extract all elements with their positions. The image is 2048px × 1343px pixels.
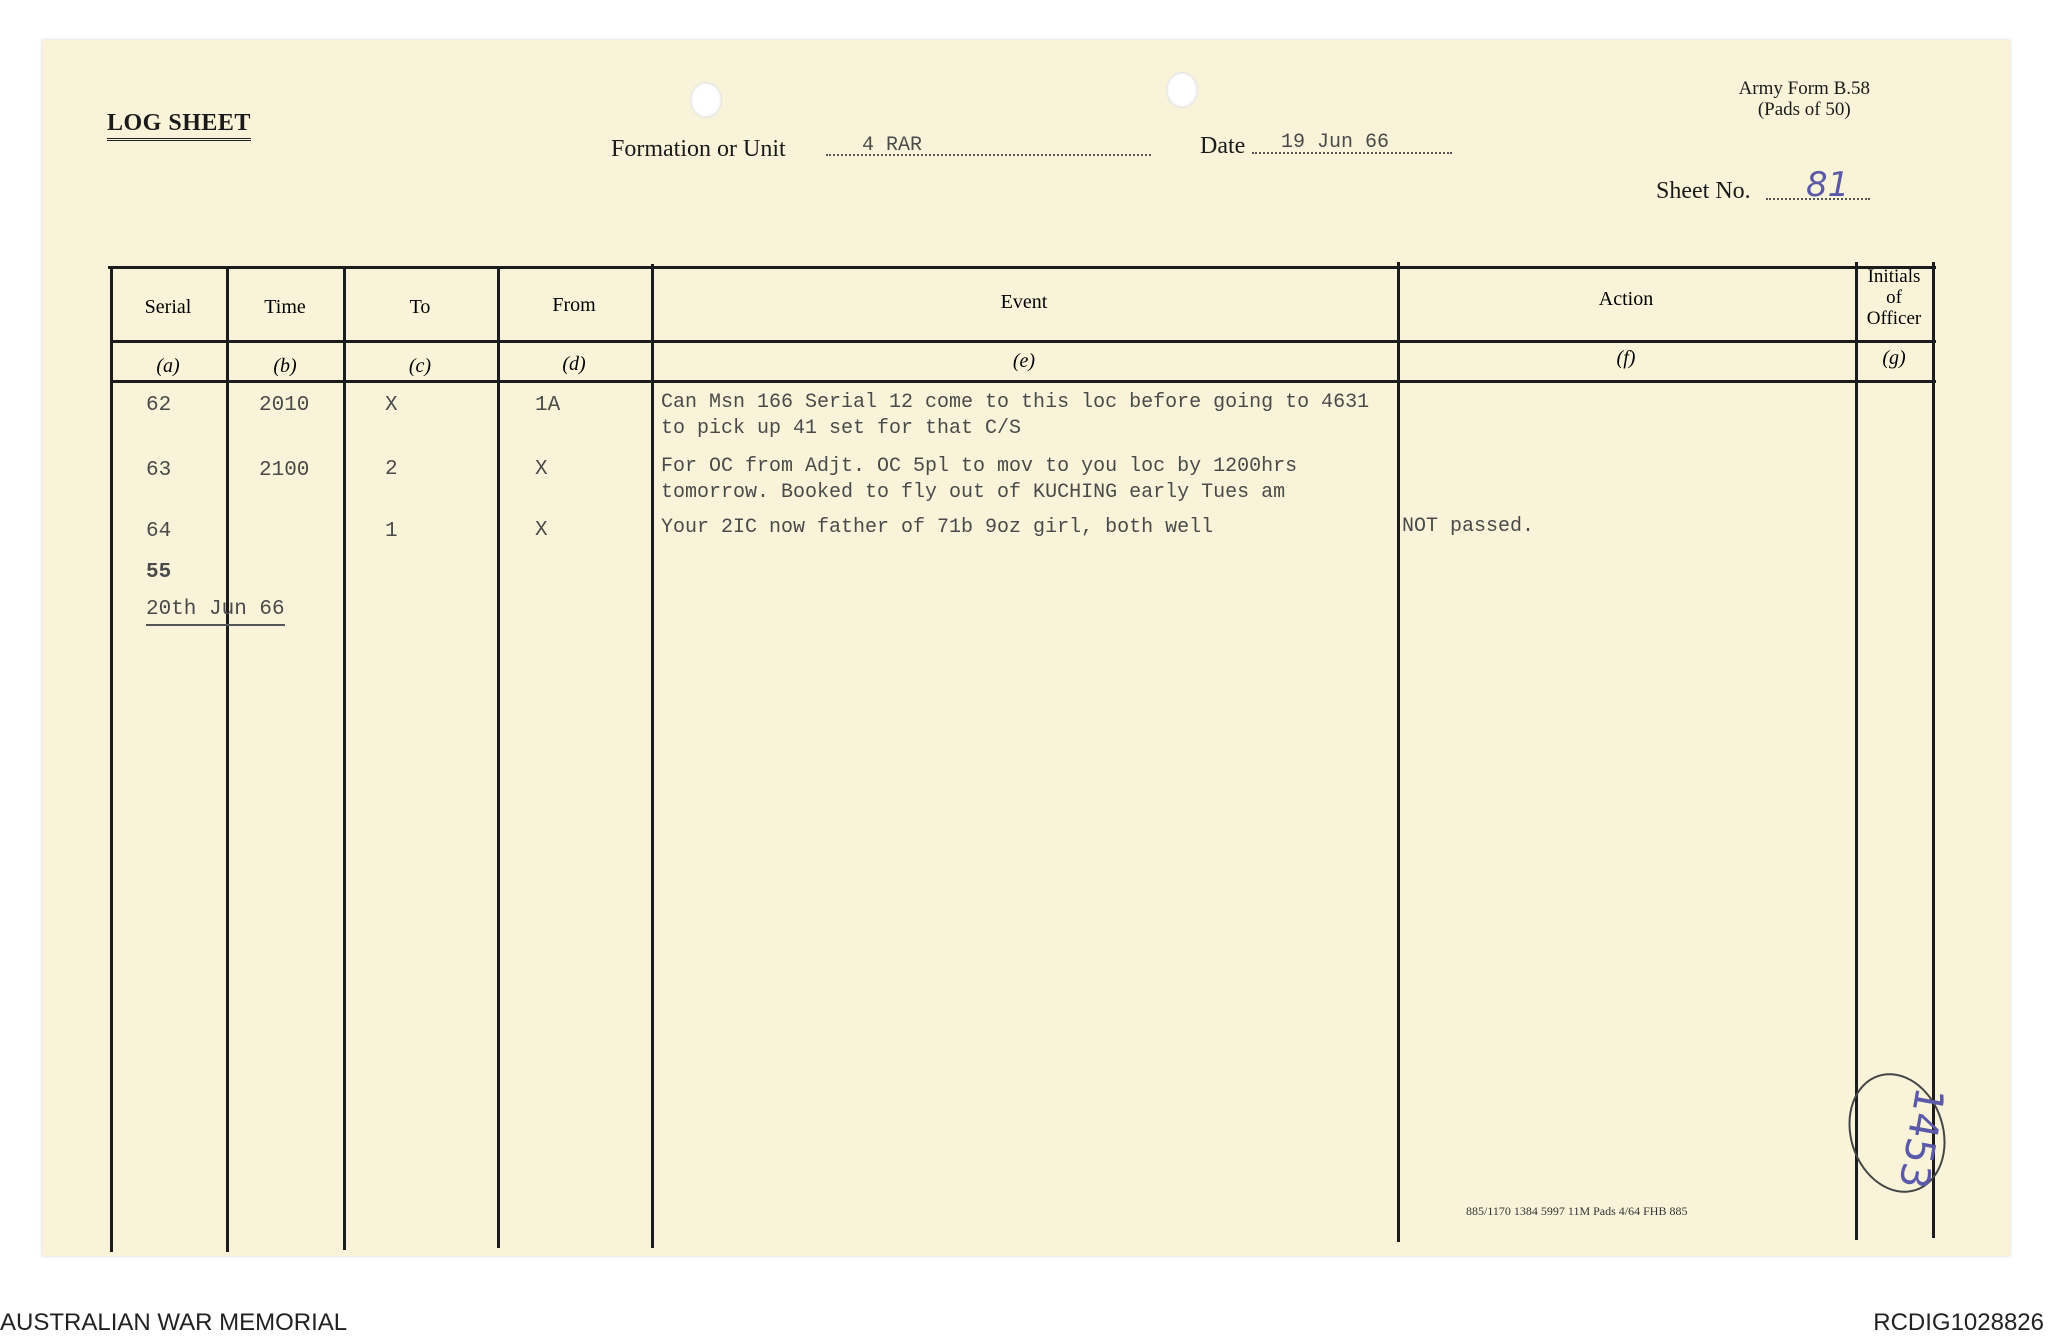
caption-archive-name: AUSTRALIAN WAR MEMORIAL bbox=[0, 1309, 348, 1336]
date-label: Date bbox=[1200, 133, 1246, 159]
row-63-to: 2 bbox=[385, 458, 398, 481]
col-letter-e: (e) bbox=[1012, 350, 1036, 372]
col-border-2 bbox=[343, 266, 346, 1250]
col-header-initials: Initials of Officer bbox=[1866, 266, 1922, 329]
row-62-event: Can Msn 166 Serial 12 come to this loc before going to 4631 to pick up 41 set for that C/S bbox=[661, 391, 1370, 440]
caption-record-id: RCDIG1028826 bbox=[1873, 1309, 2044, 1336]
row-62-serial: 62 bbox=[146, 394, 172, 417]
col-header-from: From bbox=[552, 294, 596, 316]
col-border-5 bbox=[1397, 262, 1400, 1242]
col-header-event: Event bbox=[1000, 291, 1048, 313]
row-62-from: 1A bbox=[535, 394, 561, 417]
formation-label: Formation or Unit bbox=[611, 136, 786, 162]
continuation-date: 20th Jun 66 bbox=[146, 597, 285, 626]
col-border-1 bbox=[226, 266, 229, 1252]
col-letter-b: (b) bbox=[273, 355, 297, 377]
punch-hole-left bbox=[690, 82, 722, 118]
col-header-action: Action bbox=[1598, 288, 1654, 310]
row-63-time: 2100 bbox=[259, 459, 310, 482]
row-62-time: 2010 bbox=[259, 394, 310, 417]
col-header-to: To bbox=[409, 296, 431, 318]
col-border-4 bbox=[651, 264, 654, 1248]
row-64-action: NOT passed. bbox=[1402, 515, 1535, 538]
row-62-to: X bbox=[385, 394, 398, 417]
log-sheet-title: LOG SHEET bbox=[107, 110, 251, 141]
pads-note: (Pads of 50) bbox=[1757, 99, 1851, 120]
form-print-code: 885/1170 1384 5997 11M Pads 4/64 FHB 885 bbox=[1466, 1204, 1688, 1218]
col-letter-d: (d) bbox=[562, 353, 586, 375]
row-64-to: 1 bbox=[385, 520, 398, 543]
formation-value: 4 RAR bbox=[862, 134, 923, 157]
handwritten-page-number: 1453 bbox=[1889, 1083, 1953, 1193]
col-header-serial: Serial bbox=[144, 296, 192, 318]
table-letter-divider bbox=[110, 380, 1936, 383]
row-63-from: X bbox=[535, 458, 548, 481]
col-letter-c: (c) bbox=[408, 355, 432, 377]
table-header-divider bbox=[110, 340, 1936, 343]
col-letter-g: (g) bbox=[1882, 347, 1906, 369]
table-top-border bbox=[108, 266, 1936, 269]
row-63-serial: 63 bbox=[146, 459, 172, 482]
col-border-0 bbox=[110, 266, 113, 1252]
col-letter-a: (a) bbox=[156, 355, 180, 377]
punch-hole-right bbox=[1166, 72, 1198, 108]
row-64-from: X bbox=[535, 519, 548, 542]
row-63-event: For OC from Adjt. OC 5pl to mov to you loc by 1200hrs tomorrow. Booked to fly out of KUCHING early Tues am bbox=[661, 455, 1298, 504]
log-sheet-paper bbox=[42, 40, 2010, 1256]
date-value: 19 Jun 66 bbox=[1281, 131, 1390, 154]
sheet-no-label: Sheet No. bbox=[1656, 178, 1751, 204]
row-64-serial: 64 bbox=[146, 520, 172, 543]
col-header-time: Time bbox=[264, 296, 306, 318]
army-form-id bbox=[1739, 78, 1870, 120]
sheet-no-value: 81 bbox=[1806, 165, 1850, 205]
col-border-3 bbox=[497, 266, 500, 1248]
army-form-number: Army Form B.58 bbox=[1738, 78, 1870, 99]
row-64-event: Your 2IC now father of 71b 9oz girl, both well bbox=[661, 516, 1214, 539]
continuation-mark: 55 bbox=[146, 561, 172, 584]
col-letter-f: (f) bbox=[1616, 347, 1636, 369]
